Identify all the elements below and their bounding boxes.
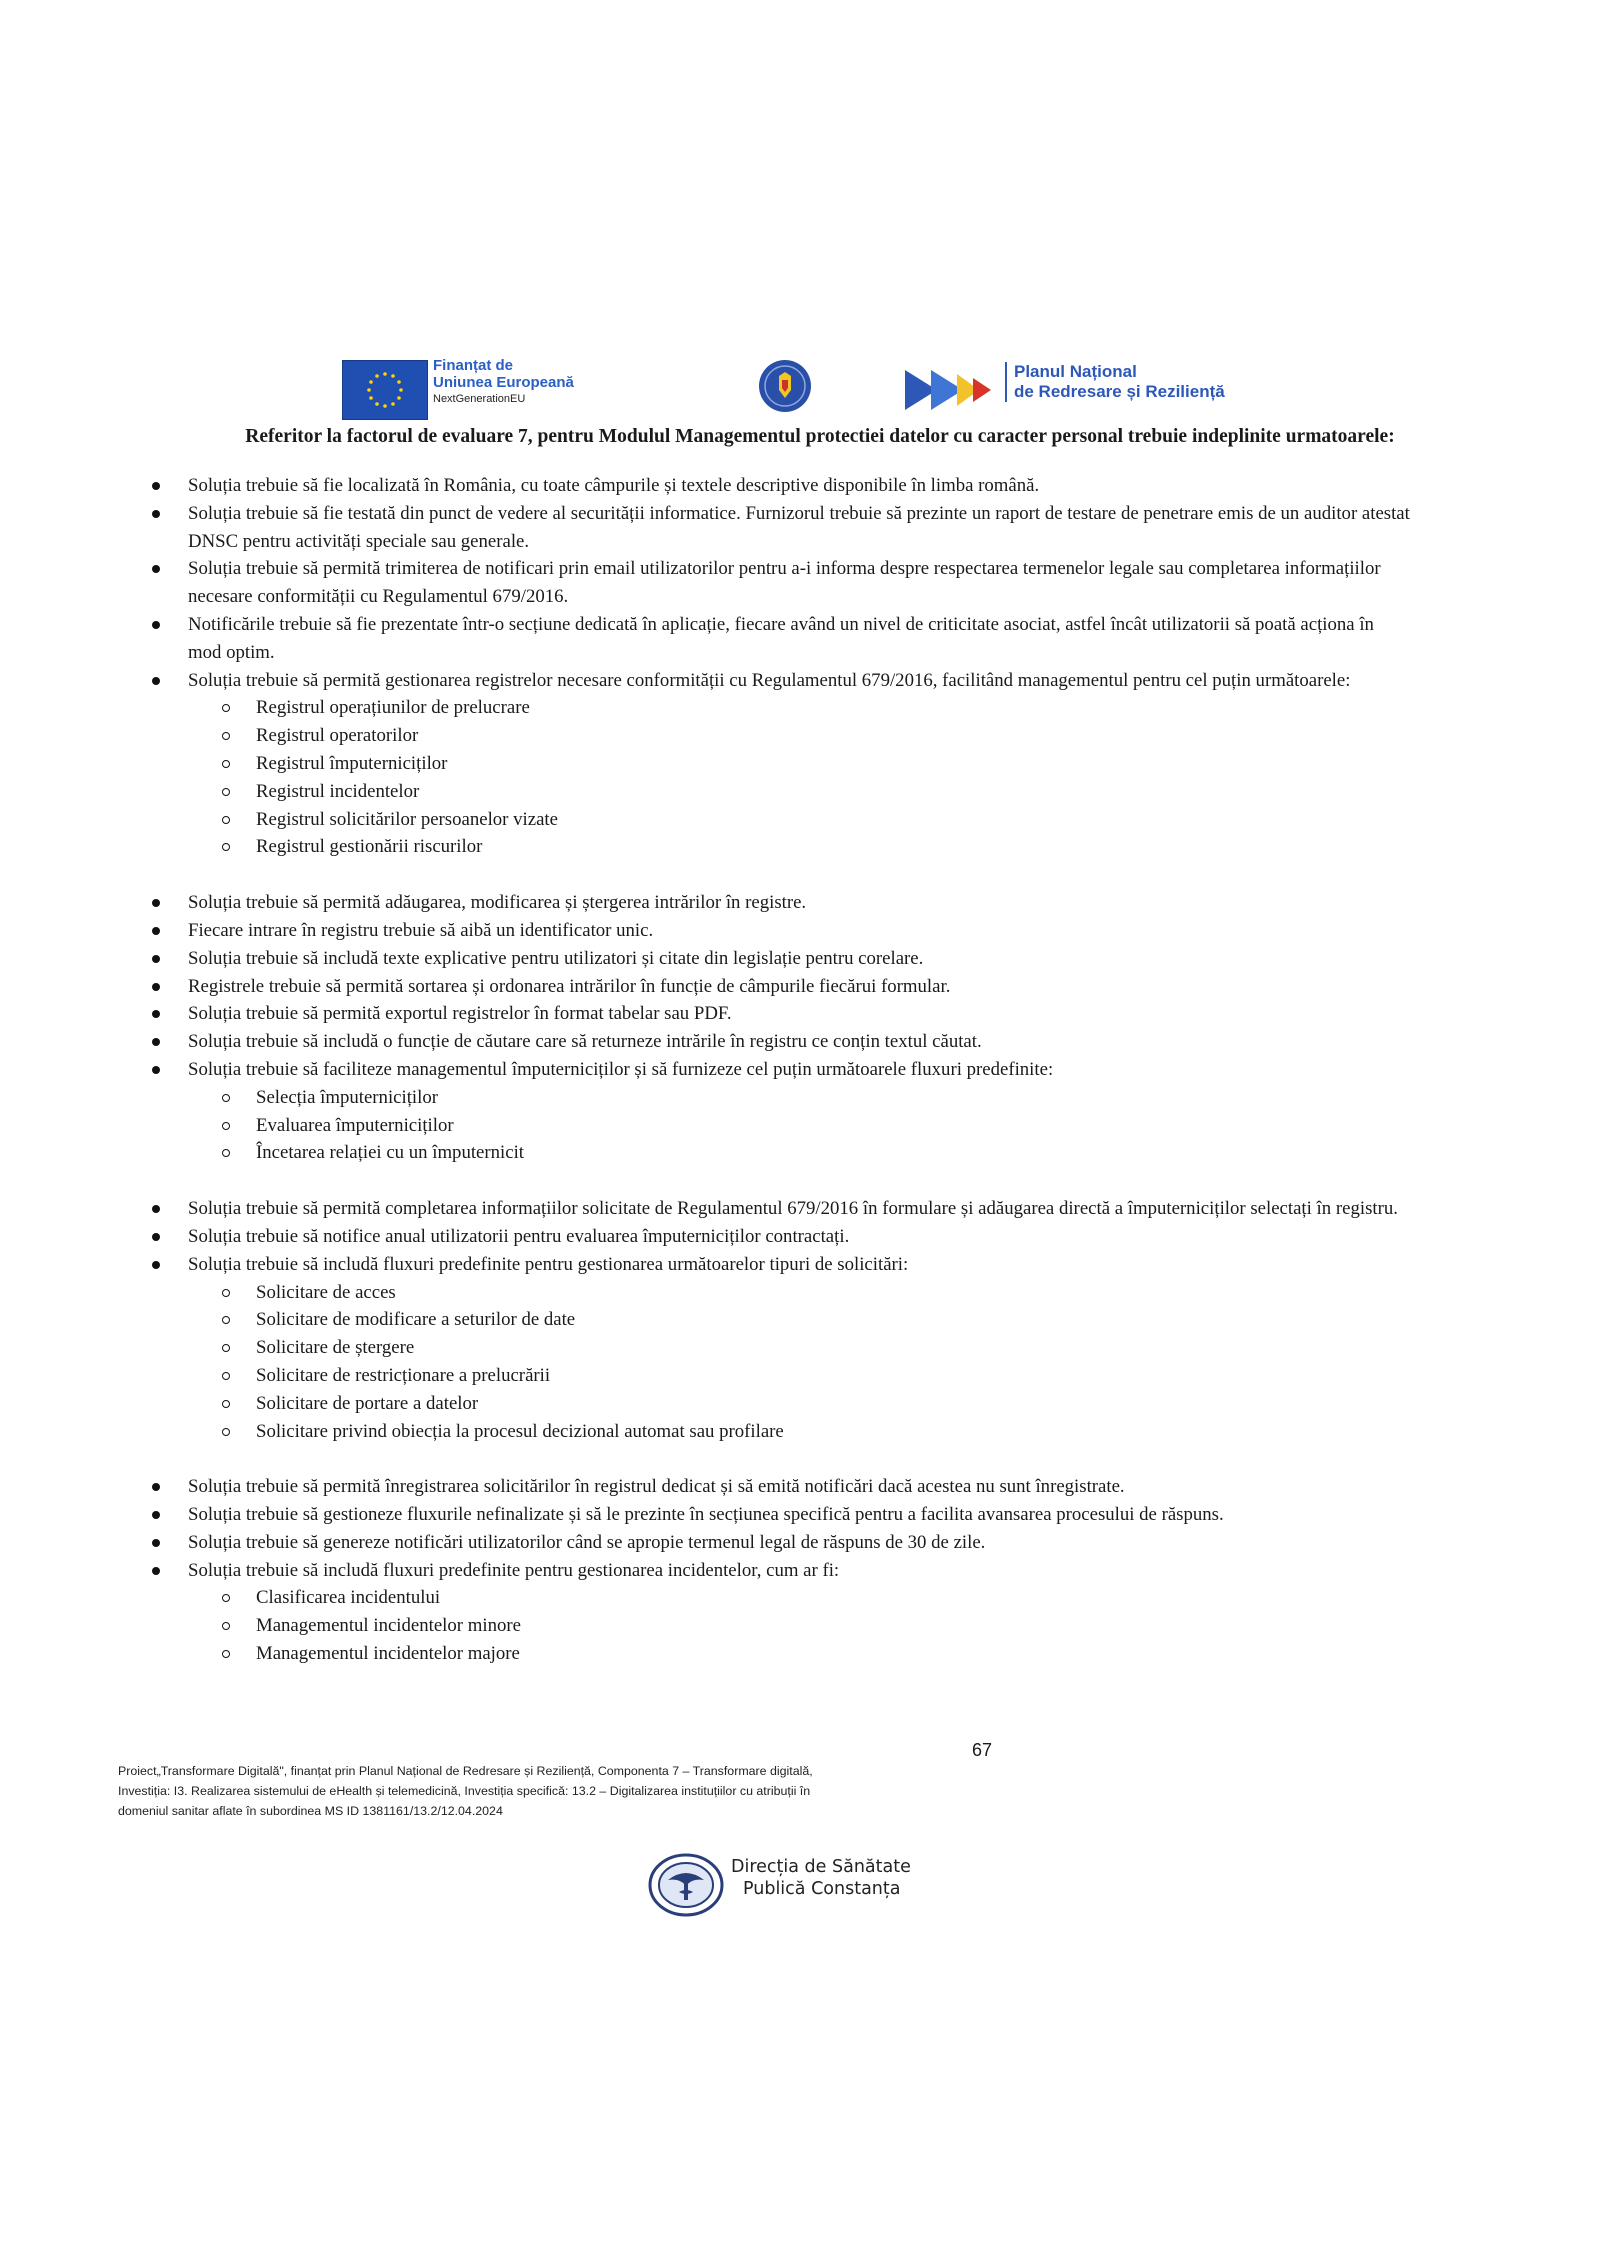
romanian-government-seal-icon <box>757 358 813 414</box>
footer-line-2: Investiția: I3. Realizarea sistemului de eHealth și telemedicină, Investiția specifică: 13.2 – Digitalizarea instituțiilor cu atribuții în <box>118 1784 811 1798</box>
sublist-item: Registrul incidentelor <box>222 778 1412 806</box>
dsp-line-1: Direcția de Sănătate <box>731 1857 911 1877</box>
list-item: Soluția trebuie să permită înregistrarea solicitărilor în registrul dedicat și să emită notificări dacă acestea nu sunt înregistrate. <box>152 1473 1412 1501</box>
list-item: Soluția trebuie să includă fluxuri predefinite pentru gestionarea următoarelor tipuri de solicitări: <box>152 1251 1412 1279</box>
requirements-list-3 <box>152 1195 1412 1278</box>
list-item: Notificările trebuie să fie prezentate într-o secțiune dedicată în aplicație, fiecare având un nivel de criticitate asociat, astfel încât utilizatorii să poată acționa în mod optim. <box>152 611 1412 667</box>
requirements-list-4 <box>152 1473 1412 1584</box>
sublist-item: Solicitare de modificare a seturilor de date <box>222 1306 1412 1334</box>
section-heading: Referitor la factorul de evaluare 7, pentru Modulul Managementul protectiei datelor cu caracter personal trebuie indeplinite urmatoarele: <box>245 426 1395 447</box>
sublist-item: Solicitare de portare a datelor <box>222 1390 1412 1418</box>
list-item: Registrele trebuie să permită sortarea și ordonarea intrărilor în funcție de câmpurile fiecărui formular. <box>152 973 1412 1001</box>
sublist-item: Solicitare de restricționare a prelucrării <box>222 1362 1412 1390</box>
list-item: Soluția trebuie să fie localizată în România, cu toate câmpurile și textele descriptive disponibile în limba română. <box>152 472 1412 500</box>
sublist-item: Selecția împuterniciților <box>222 1084 1412 1112</box>
list-item: Soluția trebuie să fie testată din punct de vedere al securității informatice. Furnizorul trebuie să prezinte un raport de testare de penetrare emis de un auditor atestat DNSC pentru activități speciale sau generale. <box>152 500 1412 556</box>
list-item: Soluția trebuie să genereze notificări utilizatorilor când se apropie termenul legal de răspuns de 30 de zile. <box>152 1529 1412 1557</box>
eu-line-2: Uniunea Europeană <box>433 374 574 391</box>
list-item: Soluția trebuie să permită completarea informațiilor solicitate de Regulamentul 679/2016 în formulare și adăugarea directă a împuterniciților selectați în registru. <box>152 1195 1412 1223</box>
eu-flag-icon <box>342 360 428 420</box>
footer-line-1: Proiect„Transformare Digitală", finanțat prin Planul Național de Redresare și Reziliență, Componenta 7 – Transformare digitală, <box>118 1764 813 1778</box>
list-item: Soluția trebuie să notifice anual utilizatorii pentru evaluarea împuterniciților contractați. <box>152 1223 1412 1251</box>
dsp-label <box>731 1856 911 1900</box>
footer-line-3: domeniul sanitar aflate în subordinea MS ID 1381161/13.2/12.04.2024 <box>118 1804 503 1818</box>
dsp-seal-icon <box>646 1852 726 1918</box>
eu-funding-label <box>433 357 574 408</box>
list-item: Soluția trebuie să includă fluxuri predefinite pentru gestionarea incidentelor, cum ar fi: <box>152 1557 1412 1585</box>
project-footer <box>118 1761 998 1821</box>
pnrr-label <box>1005 362 1225 402</box>
request-types-sublist <box>152 1279 1412 1446</box>
sublist-item: Clasificarea incidentului <box>222 1584 1412 1612</box>
list-item: Soluția trebuie să faciliteze managementul împuterniciților și să furnizeze cel puțin următoarele fluxuri predefinite: <box>152 1056 1412 1084</box>
list-item: Soluția trebuie să permită trimiterea de notificari prin email utilizatorilor pentru a-i informa despre respectarea termenelor legale sau completarea informațiilor necesare conformității cu Regulamentul 679/2016. <box>152 555 1412 611</box>
processor-flows-sublist <box>152 1084 1412 1167</box>
sublist-item: Solicitare de ștergere <box>222 1334 1412 1362</box>
sublist-item: Evaluarea împuterniciților <box>222 1112 1412 1140</box>
list-item: Soluția trebuie să includă o funcție de căutare care să returneze intrările în registru ce conțin textul căutat. <box>152 1028 1412 1056</box>
sublist-item: Registrul operațiunilor de prelucrare <box>222 694 1412 722</box>
requirements-list-1 <box>152 472 1412 694</box>
spacer <box>152 1445 1412 1473</box>
sublist-item: Solicitare privind obiecția la procesul decizional automat sau profilare <box>222 1418 1412 1446</box>
spacer <box>152 1167 1412 1195</box>
sublist-item: Solicitare de acces <box>222 1279 1412 1307</box>
sublist-item: Registrul solicitărilor persoanelor vizate <box>222 806 1412 834</box>
sublist-item: Încetarea relației cu un împuternicit <box>222 1139 1412 1167</box>
list-item: Soluția trebuie să permită exportul registrelor în format tabelar sau PDF. <box>152 1000 1412 1028</box>
pnrr-line-1: Planul Național <box>1014 362 1137 381</box>
sublist-item: Managementul incidentelor minore <box>222 1612 1412 1640</box>
list-item: Soluția trebuie să permită adăugarea, modificarea și ștergerea intrărilor în registre. <box>152 889 1412 917</box>
requirements-content <box>152 472 1412 1668</box>
requirements-list-2 <box>152 889 1412 1084</box>
sublist-item: Managementul incidentelor majore <box>222 1640 1412 1668</box>
list-item: Fiecare intrare în registru trebuie să aibă un identificator unic. <box>152 917 1412 945</box>
list-item: Soluția trebuie să gestioneze fluxurile nefinalizate și să le prezinte în secțiunea specifică pentru a facilita avansarea procesului de răspuns. <box>152 1501 1412 1529</box>
dsp-line-2: Publică Constanța <box>743 1879 901 1899</box>
sublist-item: Registrul gestionării riscurilor <box>222 833 1412 861</box>
list-item: Soluția trebuie să includă texte explicative pentru utilizatori și citate din legislație pentru corelare. <box>152 945 1412 973</box>
incident-flows-sublist <box>152 1584 1412 1667</box>
eu-line-3: NextGenerationEU <box>433 393 526 405</box>
pnrr-logo-icon <box>905 362 997 418</box>
spacer <box>152 861 1412 889</box>
sublist-item: Registrul împuterniciților <box>222 750 1412 778</box>
eu-line-1: Finanțat de <box>433 357 514 374</box>
registers-sublist <box>152 694 1412 861</box>
sublist-item: Registrul operatorilor <box>222 722 1412 750</box>
header-logos <box>0 352 1600 422</box>
pnrr-line-2: de Redresare și Reziliență <box>1014 382 1225 401</box>
list-item: Soluția trebuie să permită gestionarea registrelor necesare conformității cu Regulamentul 679/2016, facilitând managementul pentru cel puțin următoarele: <box>152 667 1412 695</box>
page-number: 67 <box>972 1740 993 1760</box>
